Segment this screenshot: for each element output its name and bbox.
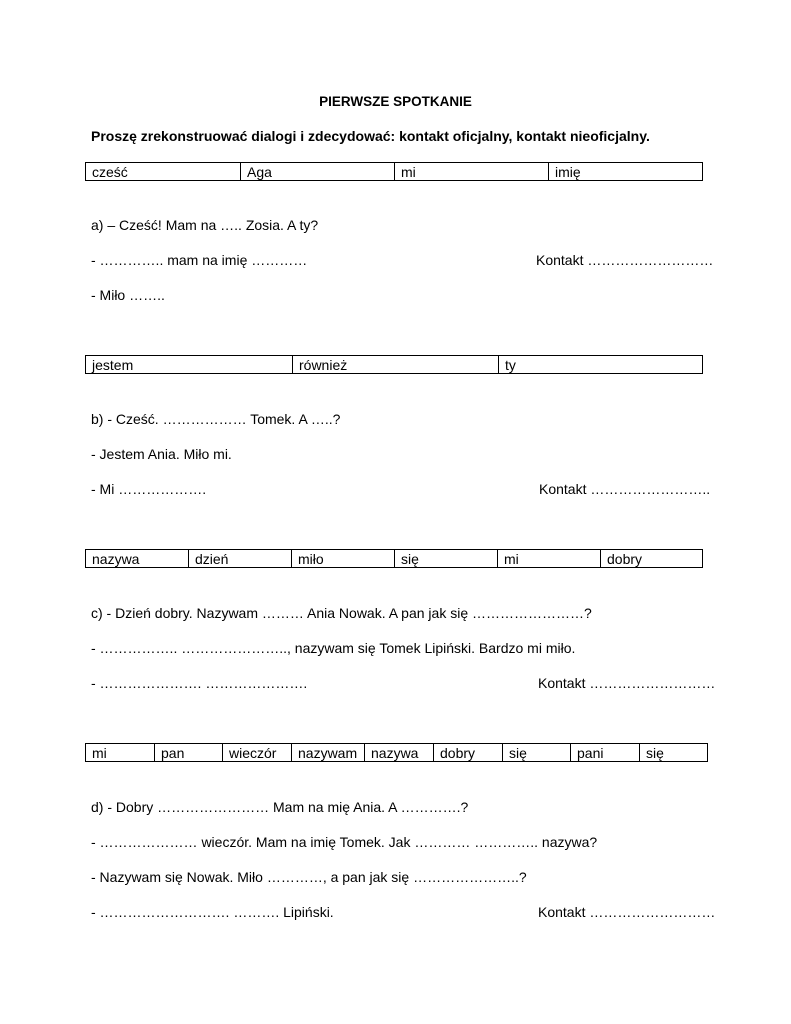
word-cell: wieczór: [223, 744, 292, 762]
dialogue-line: - …………….. ………………….., nazywam się Tomek Lipiński. Bardzo mi miło.: [91, 640, 576, 656]
dialogue-line: - Nazywam się Nowak. Miło …………, a pan jak się …………………..?: [91, 869, 527, 885]
instruction: Proszę zrekonstruować dialogi i zdecydować: kontakt oficjalny, kontakt nieoficjalny.: [91, 128, 650, 144]
contact-field: Kontakt ………………………: [536, 252, 714, 268]
dialogue-line: - Mi ……………….: [91, 481, 207, 497]
dialogue-line: - ………………………. ………. Lipiński.: [91, 904, 334, 920]
word-cell: cześć: [86, 163, 241, 181]
dialogue-line: - ………………… wieczór. Mam na imię Tomek. Jak ………… ………….. nazywa?: [91, 834, 598, 850]
word-cell: mi: [395, 163, 549, 181]
word-bank-a: [85, 162, 703, 181]
word-cell: dobry: [601, 550, 703, 568]
dialogue-line: - ………….. mam na imię …………: [91, 252, 308, 268]
word-cell: się: [395, 550, 498, 568]
word-cell: się: [640, 744, 708, 762]
word-cell: dzień: [189, 550, 292, 568]
word-cell: również: [293, 356, 499, 374]
word-bank-c: [85, 549, 703, 568]
dialogue-line: - …………………. ………………….: [91, 675, 308, 691]
dialogue-line: d) - Dobry …………………… Mam na mię Ania. A ………….?: [91, 799, 469, 815]
word-cell: pani: [571, 744, 640, 762]
word-cell: nazywam: [292, 744, 365, 762]
word-bank-b: [85, 355, 703, 374]
word-cell: jestem: [86, 356, 293, 374]
word-cell: miło: [292, 550, 395, 568]
contact-field: Kontakt ………………………: [538, 904, 716, 920]
word-cell: Aga: [241, 163, 395, 181]
word-cell: dobry: [434, 744, 503, 762]
word-cell: nazywa: [365, 744, 434, 762]
dialogue-line: - Miło ……..: [91, 287, 165, 303]
dialogue-line: a) – Cześć! Mam na ….. Zosia. A ty?: [91, 217, 319, 233]
word-cell: nazywa: [86, 550, 189, 568]
word-cell: ty: [499, 356, 703, 374]
dialogue-line: - Jestem Ania. Miło mi.: [91, 446, 232, 462]
contact-field: Kontakt ……………………..: [539, 481, 711, 497]
contact-field: Kontakt ………………………: [538, 675, 716, 691]
word-bank-d: [85, 743, 708, 762]
page-title: PIERWSZE SPOTKANIE: [319, 94, 472, 109]
word-cell: imię: [549, 163, 703, 181]
word-cell: pan: [155, 744, 223, 762]
dialogue-line: b) - Cześć. ……………… Tomek. A …..?: [91, 411, 341, 427]
word-cell: mi: [498, 550, 601, 568]
dialogue-line: c) - Dzień dobry. Nazywam ……… Ania Nowak. A pan jak się ……………………?: [91, 605, 592, 621]
word-cell: mi: [86, 744, 155, 762]
word-cell: się: [503, 744, 571, 762]
